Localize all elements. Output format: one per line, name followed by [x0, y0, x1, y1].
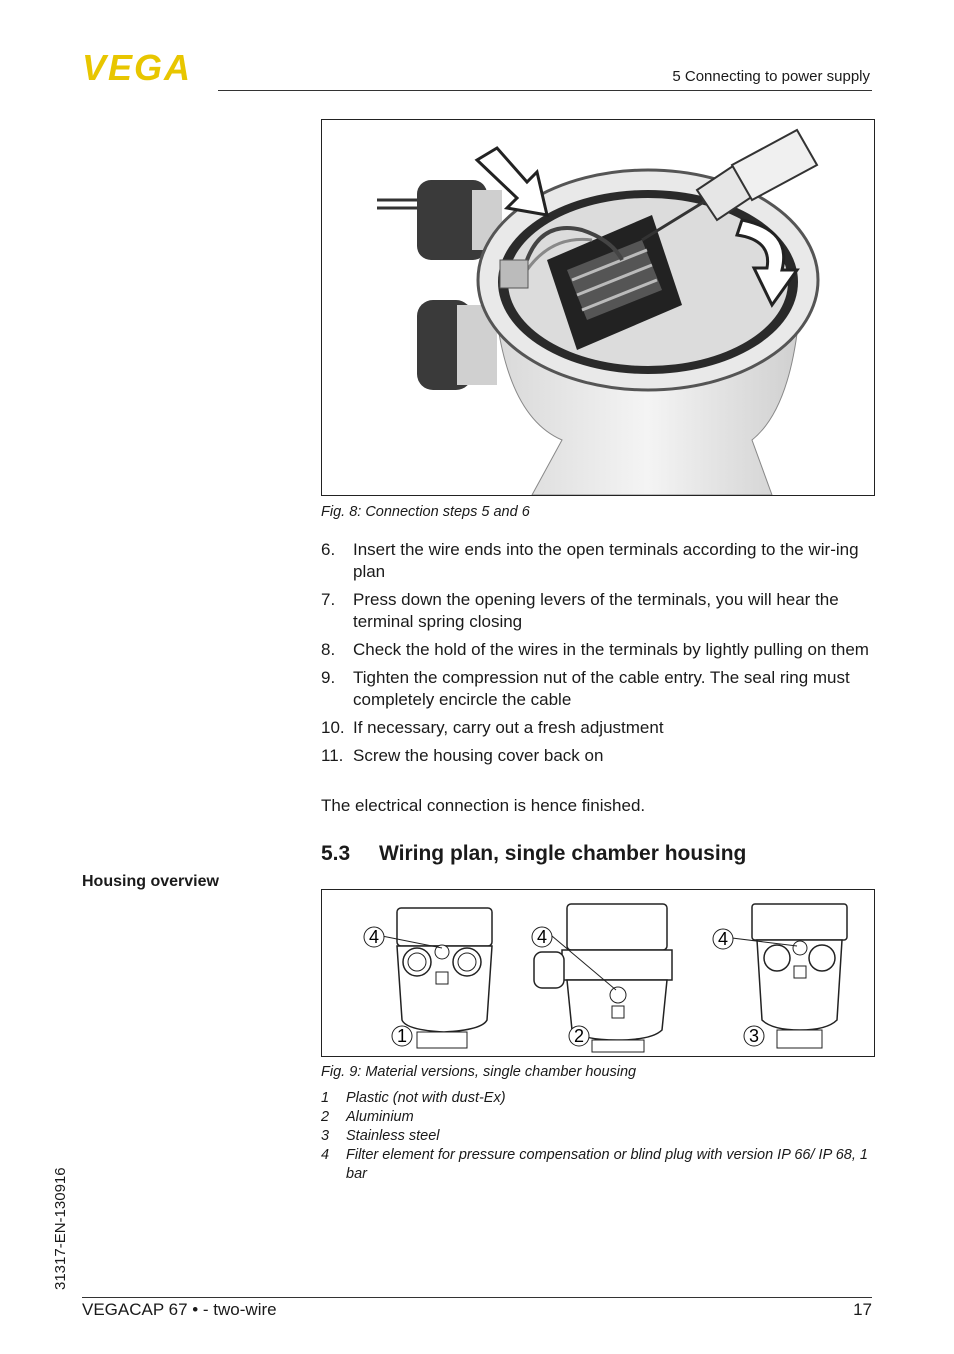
footer-product-name: VEGACAP 67 • - two-wire	[82, 1300, 277, 1319]
step-text: If necessary, carry out a fresh adjustment	[353, 718, 664, 737]
step-text: Press down the opening levers of the terminals, you will hear the terminal spring closing	[353, 590, 839, 631]
figure-legend	[321, 1089, 871, 1184]
list-item	[321, 539, 877, 583]
step-number: 8.	[321, 640, 336, 659]
marker-label: 4	[717, 929, 729, 949]
legend-number: 1	[321, 1090, 330, 1106]
section-heading	[321, 842, 746, 866]
document-id: 31317-EN-130916	[52, 1167, 69, 1290]
connection-illustration	[322, 120, 874, 495]
step-text: Check the hold of the wires in the terminals by lightly pulling on them	[353, 640, 869, 659]
legend-number: 2	[321, 1109, 330, 1125]
vega-logo	[82, 50, 212, 84]
margin-note: Housing overview	[82, 873, 219, 890]
housing-plastic	[397, 908, 492, 1048]
figure-8-caption: Fig. 8: Connection steps 5 and 6	[321, 504, 530, 520]
list-item	[321, 717, 877, 739]
figure-9-caption: Fig. 9: Material versions, single chamber housing	[321, 1064, 637, 1080]
vega-logo-text: VEGA	[82, 50, 193, 84]
list-item	[321, 589, 877, 633]
marker-label: 4	[368, 927, 380, 947]
step-text: Insert the wire ends into the open terminals according to the wir-ing plan	[353, 540, 859, 581]
footer-rule	[82, 1297, 872, 1298]
section-title: Wiring plan, single chamber housing	[379, 842, 747, 865]
step-number: 6.	[321, 540, 336, 559]
step-number: 7.	[321, 590, 336, 609]
marker-label: 2	[573, 1026, 585, 1046]
step-text: Screw the housing cover back on	[353, 746, 604, 765]
marker-label: 3	[748, 1026, 760, 1046]
step-text: Tighten the compression nut of the cable entry. The seal ring must completely encircle the cable	[353, 668, 850, 709]
legend-number: 3	[321, 1128, 330, 1144]
legend-text: Plastic (not with dust-Ex)	[346, 1090, 506, 1106]
legend-text: Aluminium	[346, 1109, 414, 1125]
list-item	[321, 639, 877, 661]
list-item	[321, 1108, 871, 1127]
section-number: 5.3	[321, 842, 351, 865]
housing-stainless-steel	[752, 904, 847, 1048]
list-item	[321, 1127, 871, 1146]
page-number: 17	[853, 1300, 872, 1319]
marker-label: 4	[536, 927, 548, 947]
header-section-title: 5 Connecting to power supply	[672, 68, 870, 85]
housing-aluminium	[534, 904, 672, 1052]
housing-versions-illustration	[322, 890, 874, 1056]
list-item	[321, 667, 877, 711]
list-item	[321, 1089, 871, 1108]
step-number: 11.	[321, 746, 344, 765]
list-item	[321, 745, 877, 767]
closing-text: The electrical connection is hence finished.	[321, 796, 646, 815]
legend-number: 4	[321, 1147, 330, 1163]
marker-label: 1	[396, 1026, 408, 1046]
legend-text: Stainless steel	[346, 1128, 440, 1144]
figure-connection-steps	[321, 119, 875, 496]
figure-housing-overview	[321, 889, 875, 1057]
legend-text: Filter element for pressure compensation or blind plug with version IP 66/ IP 68, 1 bar	[346, 1147, 868, 1182]
steps-list	[321, 539, 877, 773]
step-number: 9.	[321, 668, 336, 687]
step-number: 10.	[321, 718, 345, 737]
header-rule	[218, 90, 872, 91]
list-item	[321, 1146, 871, 1184]
